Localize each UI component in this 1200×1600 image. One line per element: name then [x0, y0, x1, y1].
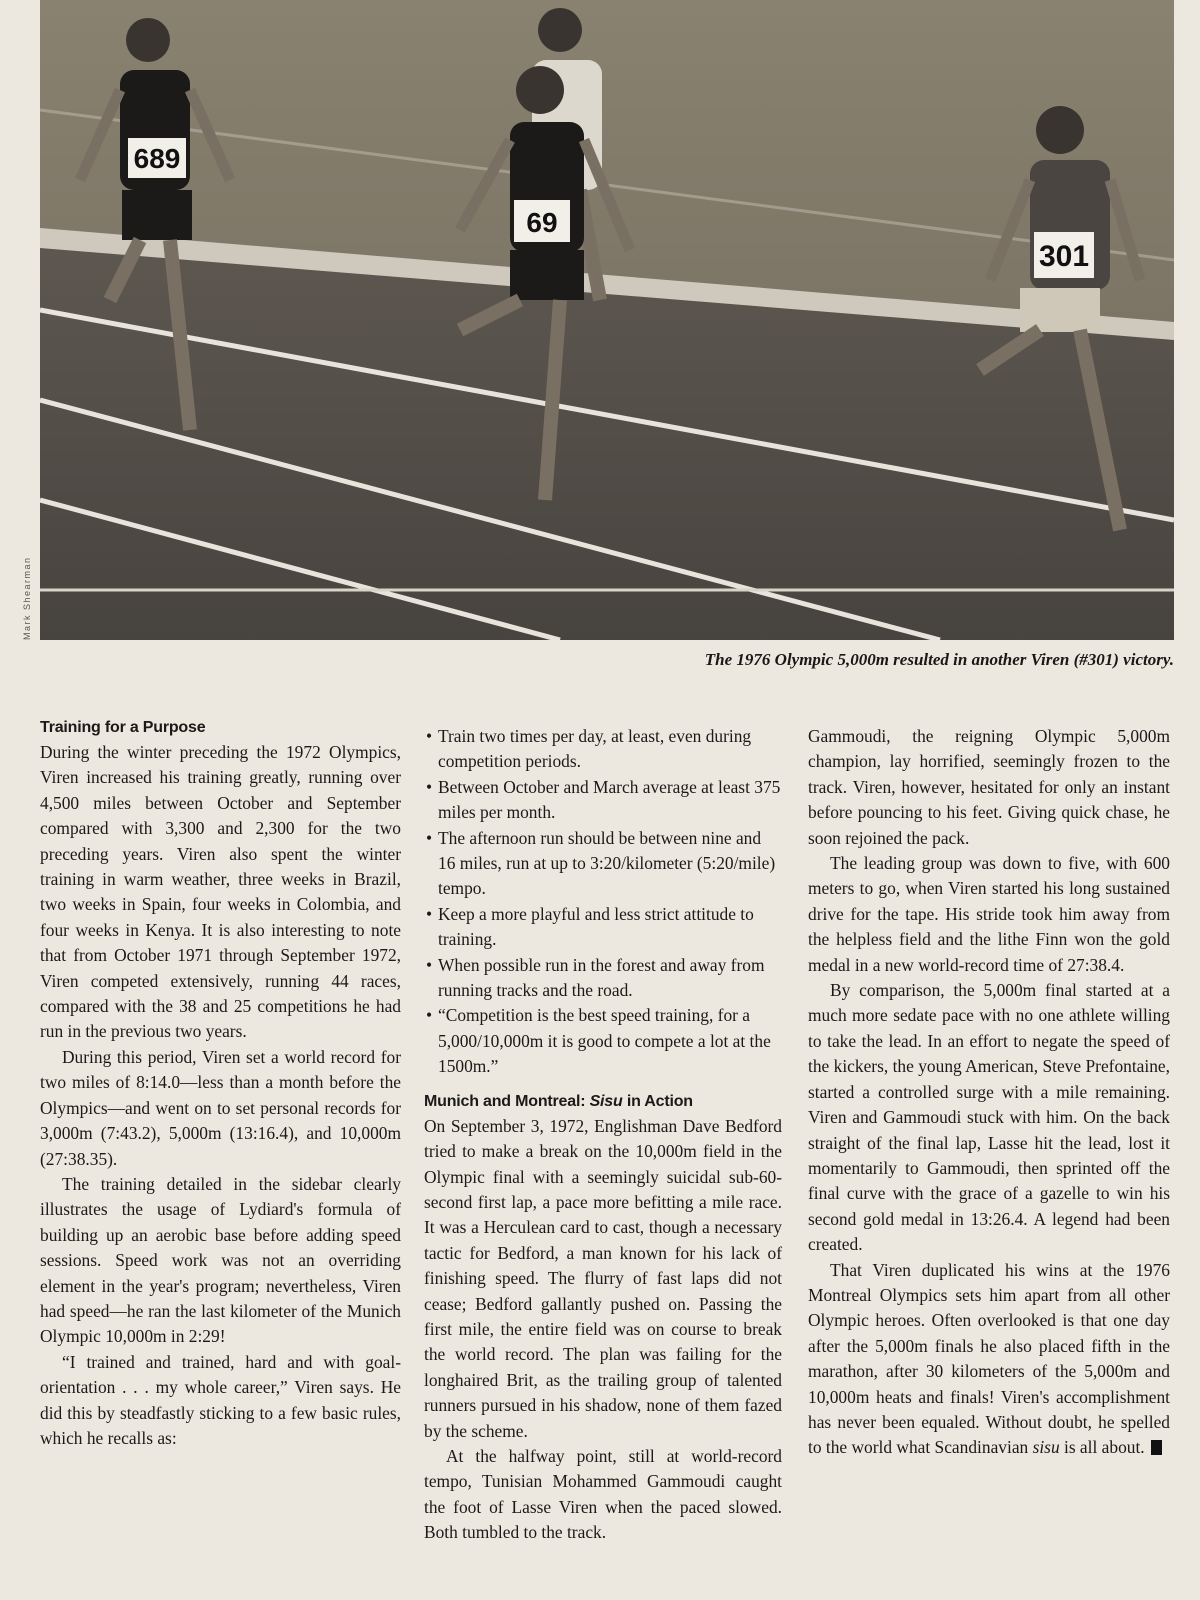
list-item: • Keep a more playful and less strict attitude to training.	[424, 902, 782, 953]
paragraph-last	[808, 1258, 1170, 1461]
column-3	[808, 724, 1170, 1461]
photo-caption: The 1976 Olympic 5,000m resulted in another Viren (#301) victory.	[704, 650, 1174, 669]
bib-301: 301	[1038, 240, 1090, 273]
column-2	[424, 724, 782, 1546]
list-item: • “Competition is the best speed training, for a 5,000/10,000m it is good to compete a lot at the 1500m.”	[424, 1003, 782, 1079]
bib-69: 69	[526, 207, 558, 238]
photo-credit: Mark Shearman	[22, 556, 32, 640]
paragraph: Gammoudi, the reigning Olympic 5,000m champion, lay horrified, seemingly frozen to the track. Viren, however, hesitated for only an instant before pouncing to his feet. Giving quick chase, he soon rejoined the pack.	[808, 726, 1170, 848]
list-item: • Between October and March average at least 375 miles per month.	[424, 775, 782, 826]
paragraph: The training detailed in the sidebar clearly illustrates the usage of Lydiard's formula of building up an aerobic base before adding speed sessions. Speed work was not an overriding element in the year's program; nevertheless, Viren had speed—he ran the last kilometer of the Munich Olympic 10,000m in 2:29!	[40, 1173, 401, 1347]
heading-munich-post: in Action	[622, 1092, 693, 1110]
paragraph: During the winter preceding the 1972 Olympics, Viren increased his training greatly, running over 4,500 miles between October and September compared with 3,300 and 2,300 for the two preceding years. Viren also spent the winter training in warm weather, three weeks in Brazil, two weeks in Spain, four weeks in Colombia, and four weeks in Kenya. It is also interesting to note that from October 1971 through September 1972, Viren competed extensively, running 44 races, compared with the 38 and 25 competitions he had run in the previous two years.	[40, 742, 401, 1042]
bib-689: 689	[133, 143, 181, 174]
race-photo	[40, 0, 1174, 640]
heading-munich	[424, 1092, 782, 1112]
paragraph: On September 3, 1972, Englishman Dave Bedford tried to make a break on the 10,000m field in the Olympic final with a seemingly suicidal sub-60-second first lap, a pace more befitting a mile race. It was a Herculean card to cast, though a necessary tactic for Bedford, a man known for his lack of finishing speed. The flurry of fast laps did not cease; Bedford gallantly pushed on. Passing the first mile, the entire field was on course to break the world record. The plan was failing for the longhaired Brit, as the trailing group of talented runners pursued in his shadow, none of them fazed by the scheme.	[424, 1115, 782, 1441]
list-item: • When possible run in the forest and away from running tracks and the road.	[424, 953, 782, 1004]
race-photo-illustration	[40, 0, 1174, 640]
paragraph: The leading group was down to five, with 600 meters to go, when Viren started his long sustained drive for the tape. His stride took him away from the helpless field and the lithe Finn won the gold medal in a new world-record time of 27:38.4.	[808, 853, 1170, 975]
end-mark-icon	[1151, 1440, 1162, 1455]
last-text: That Viren duplicated his wins at the 1976 Montreal Olympics sets him apart from all other Olympic heroes. Often overlooked is that one day after the 5,000m finals he also placed fifth in the marathon, after 30 kilometers of the 5,000m and 10,000m heats and finals! Viren's accomplishment has never been equaled. Without doubt, he spelled to the world what Scandinavian	[808, 1259, 1170, 1458]
list-item: • The afternoon run should be between nine and 16 miles, run at up to 3:20/kilometer (5:20/mile) tempo.	[424, 826, 782, 902]
last-sisu: sisu	[1032, 1437, 1060, 1458]
paragraph: At the halfway point, still at world-record tempo, Tunisian Mohammed Gammoudi caught the foot of Lasse Viren when the paced slowed. Both tumbled to the track.	[424, 1445, 782, 1543]
paragraph: By comparison, the 5,000m final started at a much more sedate pace with no one athlete willing to take the lead. In an effort to negate the speed of the kickers, the young American, Steve Prefontaine, started a controlled surge with a mile remaining. Viren and Gammoudi stuck with him. On the back straight of the final lap, Lasse hit the lead, lost it momentarily to Gammoudi, then sprinted off the final curve with the grace of a gazelle to win his second gold medal in 13:26.4. A legend had been created.	[808, 980, 1170, 1255]
last-text-end: is all about.	[1059, 1437, 1145, 1458]
paragraph: During this period, Viren set a world record for two miles of 8:14.0—less than a month before the Olympics—and went on to set personal records for 3,000m (7:43.2), 5,000m (13:16.4), and 10,000m (27:38.35).	[40, 1046, 401, 1169]
heading-munich-sisu: Sisu	[589, 1092, 623, 1110]
heading-training: Training for a Purpose	[40, 719, 206, 736]
heading-munich-pre: Munich and Montreal:	[424, 1092, 590, 1110]
rules-list	[424, 724, 782, 1080]
list-item: • Train two times per day, at least, even during competition periods.	[424, 724, 782, 775]
column-1	[40, 718, 401, 1451]
paragraph: “I trained and trained, hard and with goal-orientation . . . my whole career,” Viren says. He did this by steadfastly sticking to a few basic rules, which he recalls as:	[40, 1351, 401, 1448]
